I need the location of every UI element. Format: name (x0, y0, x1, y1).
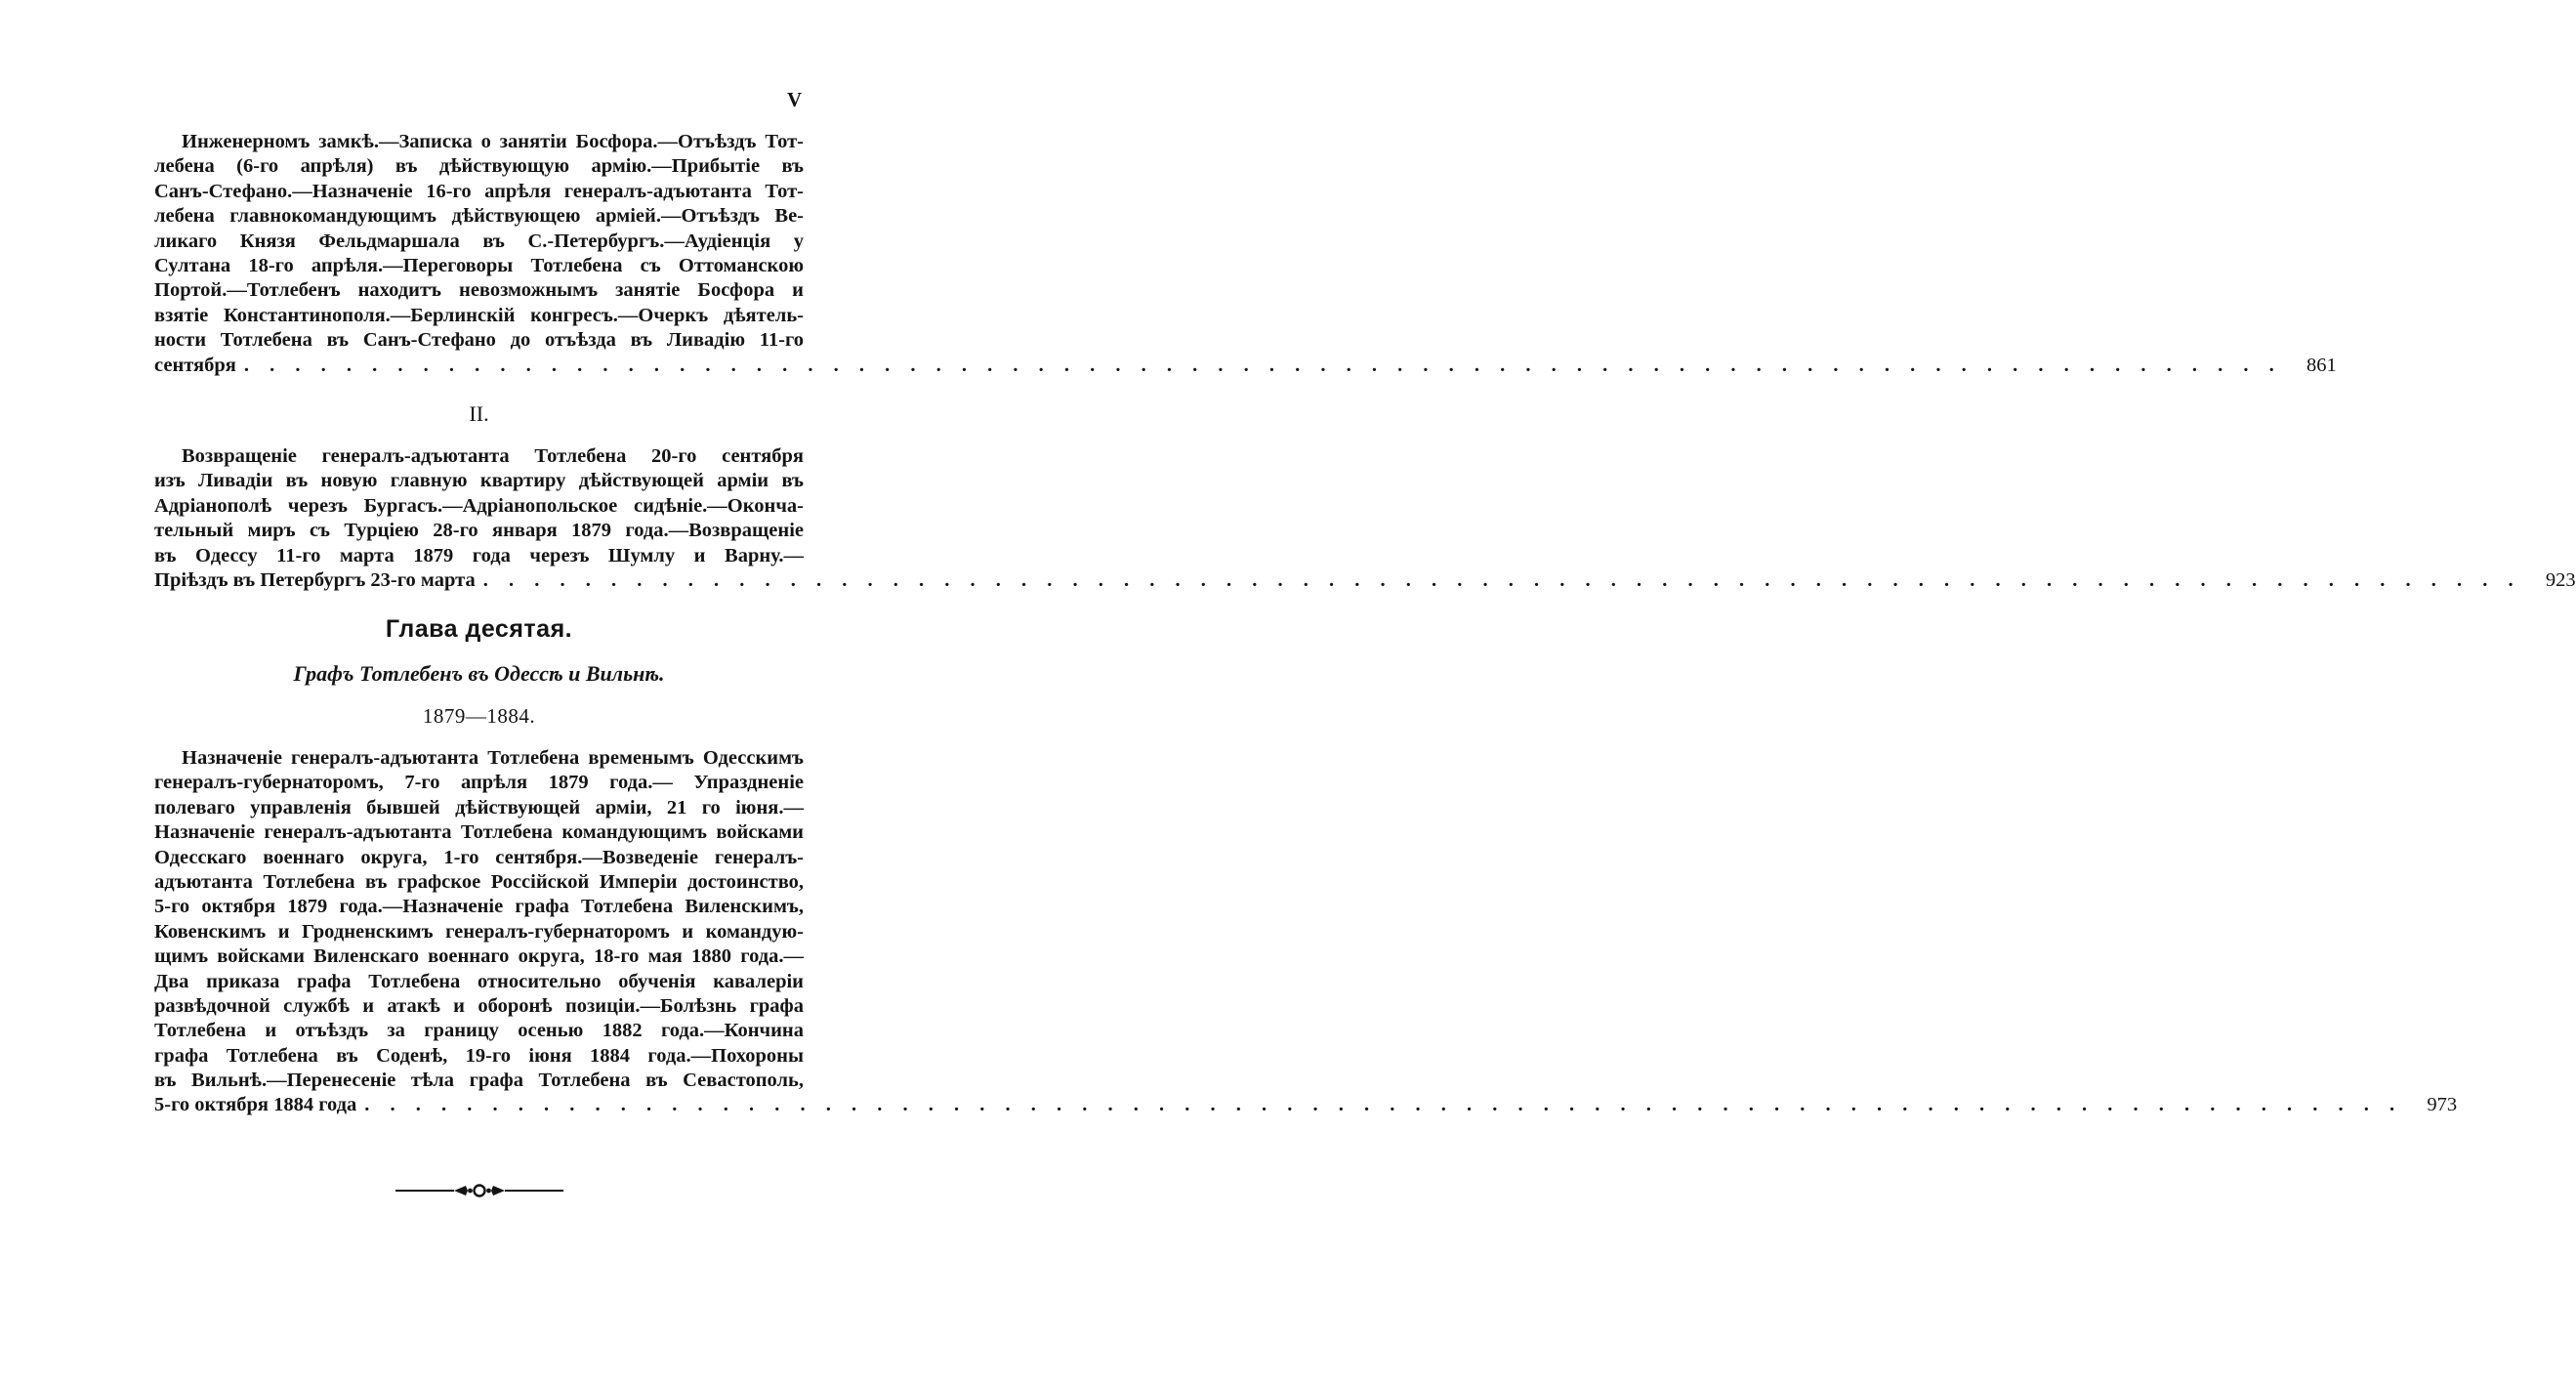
toc-line: развѣдочной службѣ и атакѣ и оборонѣ позиціи.—Болѣзнь графа (154, 994, 804, 1017)
toc-line: ликаго Князя Фельдмаршала въ С.-Петербургъ.—Аудіенція у (154, 230, 804, 252)
toc-line: Санъ-Стефано.—Назначеніе 16-го апрѣля генералъ-адъютанта Тот- (154, 180, 804, 202)
toc-page-number: 973 (2427, 1094, 2458, 1116)
toc-line: изъ Ливадіи въ новую главную квартиру дѣйствующей арміи въ (154, 470, 804, 492)
section-number: II. (469, 401, 489, 426)
toc-line: ности Тотлебена въ Санъ-Стефано до отъѣзда въ Ливадію 11-го (154, 329, 804, 352)
toc-line: генералъ-губернаторомъ, 7-го апрѣля 1879 года.— Упраздненіе (154, 772, 804, 794)
dot-leader: . . . . . . . . . . . . . . . . . . . . . . . . . . . . . . . . . . . . . . . . . . . . . . . . . . . . . . . . . . . . . . . . . . . . . . . . . . . . . . . . (364, 1094, 2403, 1116)
toc-line: 5-го октября 1879 года.—Назначеніе графа Тотлебена Виленскимъ, (154, 896, 804, 918)
chapter-subtitle: Графъ Тотлебенъ въ Одессѣ и Вильнѣ. (293, 661, 665, 686)
toc-line-end-text: сентября (154, 354, 236, 376)
toc-line: Тотлебена и отъѣздъ за границу осенью 1882 года.—Кончина (154, 1020, 804, 1042)
toc-line: Назначеніе генералъ-адъютанта Тотлебена командующимъ войсками (154, 821, 804, 844)
toc-page-number: 923 (2545, 568, 2576, 591)
toc-last-line (154, 1093, 2458, 1117)
toc-line: лебена главнокомандующимъ дѣйствующею арміей.—Отъѣздъ Ве- (154, 205, 804, 228)
toc-entry-block-2 (154, 444, 2576, 593)
toc-line: Портой.—Тотлебенъ находитъ невозможнымъ занятіе Босфора и (154, 279, 804, 302)
dot-leader: . . . . . . . . . . . . . . . . . . . . . . . . . . . . . . . . . . . . . . . . . . . . . . . . . . . . . . . . . . . . . . . . . . . . . . . . . . . . . . . . (243, 354, 2282, 376)
toc-line: тельный миръ съ Турціею 28-го января 1879 года.—Возвращеніе (154, 520, 804, 542)
toc-line: лебена (6-го апрѣля) въ дѣйствующую армію.—Прибытіе въ (154, 155, 804, 178)
toc-line: въ Одессу 11-го марта 1879 года черезъ Шумлу и Варну.— (154, 544, 804, 567)
toc-last-line (154, 354, 2337, 378)
toc-line: Назначеніе генералъ-адъютанта Тотлебена временымъ Одесскимъ (182, 747, 804, 769)
toc-line: Два приказа графа Тотлебена относительно обученія кавалеріи (154, 970, 804, 992)
page-number: V (787, 88, 803, 111)
toc-line: Инженерномъ замкѣ.—Записка о занятіи Босфора.—Отъѣздъ Тот- (182, 131, 804, 152)
toc-entry-block-3 (154, 746, 2458, 1118)
toc-line: Султана 18-го апрѣля.—Переговоры Тотлебена съ Оттоманскою (154, 254, 804, 276)
toc-last-line (154, 568, 2576, 593)
toc-entry-block-1 (154, 130, 2337, 378)
chapter-title: Глава десятая. (385, 615, 573, 643)
toc-line: Одесскаго военнаго округа, 1-го сентября.—Возведеніе генералъ- (154, 846, 804, 868)
dot-leader: . . . . . . . . . . . . . . . . . . . . . . . . . . . . . . . . . . . . . . . . . . . . . . . . . . . . . . . . . . . . . . . . . . . . . . . . . . . . . . . . (482, 568, 2521, 591)
toc-line: полеваго управленія бывшей дѣйствующей арміи, 21 го іюня.— (154, 796, 804, 818)
toc-line: Возвращеніе генералъ-адъютанта Тотлебена 20-го сентября (182, 445, 804, 467)
toc-page-number: 861 (2306, 354, 2337, 376)
toc-line: взятіе Константинополя.—Берлинскій конгресъ.—Очеркъ дѣятель- (154, 304, 804, 326)
toc-line: въ Вильнѣ.—Перенесеніе тѣла графа Тотлебена въ Севастополь, (154, 1070, 804, 1092)
toc-line: Адріанополѣ черезъ Бургасъ.—Адріанопольское сидѣніе.—Оконча- (154, 494, 804, 517)
toc-line: Ковенскимъ и Гродненскимъ генералъ-губернаторомъ и командую- (154, 920, 804, 943)
toc-line: графа Тотлебена въ Соденѣ, 19-го іюня 1884 года.—Похороны (154, 1044, 804, 1067)
ornament-divider (395, 1180, 563, 1201)
chapter-years: 1879—1884. (422, 704, 536, 728)
toc-line-end-text: 5-го октября 1884 года (154, 1094, 357, 1116)
toc-line: адъютанта Тотлебена въ графское Россійской Имперіи достоинство, (154, 870, 804, 893)
toc-line: щимъ войсками Виленскаго военнаго округа, 18-го мая 1880 года.— (154, 945, 804, 968)
toc-line-end-text: Пріѣздъ въ Петербургъ 23-го марта (154, 568, 476, 591)
